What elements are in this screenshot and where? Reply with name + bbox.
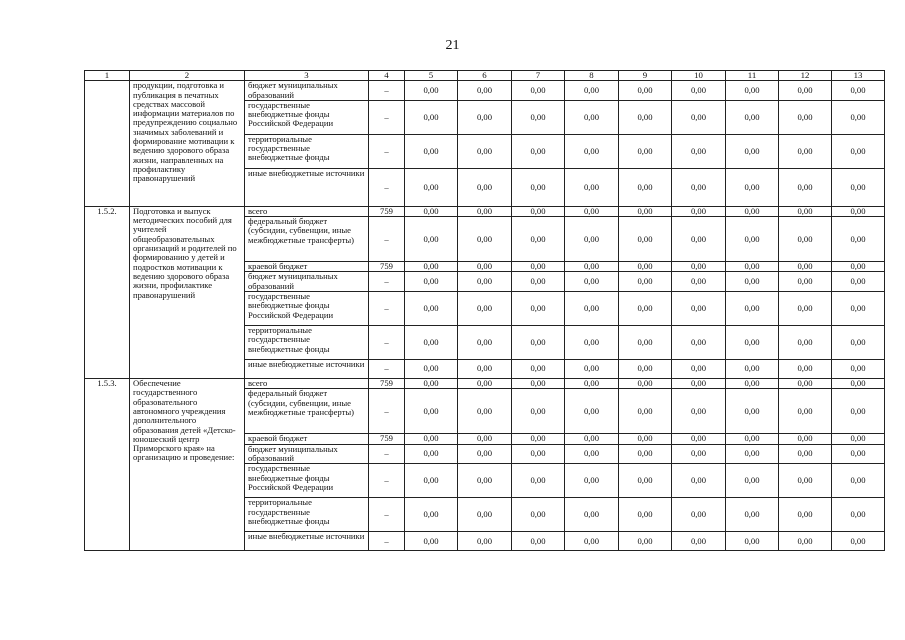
value-cell: 0,00 [726, 444, 779, 464]
value-cell: 0,00 [672, 272, 726, 292]
funding-source: территориальные государственные внебюджетные фонды [245, 326, 369, 360]
funding-source: территориальные государственные внебюджетные фонды [245, 498, 369, 532]
dash-cell: – [369, 134, 405, 168]
value-cell: 0,00 [832, 292, 885, 326]
value-cell: 0,00 [565, 326, 619, 360]
value-cell: 0,00 [779, 498, 832, 532]
value-cell: 0,00 [458, 464, 512, 498]
value-cell: 0,00 [726, 81, 779, 101]
budget-table [84, 70, 885, 551]
column-header: 3 [245, 71, 369, 81]
value-cell: 0,00 [672, 379, 726, 389]
dash-cell: – [369, 326, 405, 360]
value-cell: 0,00 [565, 100, 619, 134]
dash-cell: – [369, 81, 405, 101]
table-row [85, 81, 885, 101]
value-cell: 0,00 [458, 389, 512, 434]
value-cell: 0,00 [779, 81, 832, 101]
funding-source: бюджет муниципальных образований [245, 444, 369, 464]
value-cell: 0,00 [726, 134, 779, 168]
value-cell: 0,00 [832, 444, 885, 464]
value-cell: 0,00 [832, 326, 885, 360]
value-cell: 0,00 [619, 134, 672, 168]
value-cell: 0,00 [565, 389, 619, 434]
value-cell: 0,00 [779, 389, 832, 434]
funding-source: всего [245, 206, 369, 216]
value-cell: 0,00 [458, 272, 512, 292]
value-cell: 0,00 [726, 434, 779, 444]
value-cell: 0,00 [832, 498, 885, 532]
funding-source: государственные внебюджетные фонды Российской Федерации [245, 464, 369, 498]
value-cell: 0,00 [512, 379, 565, 389]
value-cell: 0,00 [512, 326, 565, 360]
value-cell: 0,00 [619, 272, 672, 292]
value-cell: 0,00 [726, 168, 779, 206]
item-name: продукции, подготовка и публикация в печатных средствах массовой информации материалов по предупреждению социально значимых заболеваний и формирование мотивации к ведению здорового образа жизни, направленных на профилактику правонарушений [130, 81, 245, 207]
column-header: 10 [672, 71, 726, 81]
value-cell: 0,00 [458, 532, 512, 551]
value-cell: 0,00 [672, 168, 726, 206]
value-cell: 0,00 [672, 326, 726, 360]
table-row [85, 206, 885, 216]
value-cell: 0,00 [565, 262, 619, 272]
value-cell: 0,00 [458, 134, 512, 168]
value-cell: 0,00 [779, 168, 832, 206]
dash-cell: – [369, 217, 405, 262]
funding-source: иные внебюджетные источники [245, 532, 369, 551]
value-cell: 0,00 [832, 206, 885, 216]
value-cell: 0,00 [512, 532, 565, 551]
value-cell: 0,00 [672, 464, 726, 498]
table-row [85, 379, 885, 389]
value-cell: 0,00 [779, 262, 832, 272]
column-header: 1 [85, 71, 130, 81]
funding-source: государственные внебюджетные фонды Российской Федерации [245, 292, 369, 326]
value-cell: 0,00 [405, 217, 458, 262]
value-cell: 0,00 [619, 262, 672, 272]
column-header: 11 [726, 71, 779, 81]
column-header: 12 [779, 71, 832, 81]
value-cell: 0,00 [779, 217, 832, 262]
value-cell: 0,00 [458, 498, 512, 532]
value-cell: 0,00 [565, 81, 619, 101]
value-cell: 0,00 [565, 434, 619, 444]
value-cell: 0,00 [726, 272, 779, 292]
value-cell: 0,00 [565, 464, 619, 498]
value-cell: 0,00 [672, 206, 726, 216]
funding-source: иные внебюджетные источники [245, 360, 369, 379]
funding-source: краевой бюджет [245, 434, 369, 444]
value-cell: 0,00 [619, 206, 672, 216]
dash-cell: – [369, 532, 405, 551]
value-cell: 0,00 [832, 272, 885, 292]
value-cell: 0,00 [726, 326, 779, 360]
value-cell: 0,00 [832, 379, 885, 389]
value-cell: 0,00 [672, 134, 726, 168]
value-cell: 0,00 [672, 81, 726, 101]
value-cell: 0,00 [726, 206, 779, 216]
item-code [85, 81, 130, 207]
value-cell: 0,00 [619, 434, 672, 444]
value-cell: 0,00 [779, 444, 832, 464]
value-cell: 0,00 [672, 292, 726, 326]
value-cell: 0,00 [458, 360, 512, 379]
funding-source: всего [245, 379, 369, 389]
value-cell: 0,00 [726, 379, 779, 389]
budget-code: 759 [369, 434, 405, 444]
value-cell: 0,00 [405, 444, 458, 464]
value-cell: 0,00 [832, 464, 885, 498]
value-cell: 0,00 [779, 326, 832, 360]
value-cell: 0,00 [565, 379, 619, 389]
funding-source: бюджет муниципальных образований [245, 81, 369, 101]
value-cell: 0,00 [458, 444, 512, 464]
value-cell: 0,00 [512, 464, 565, 498]
value-cell: 0,00 [405, 360, 458, 379]
value-cell: 0,00 [672, 498, 726, 532]
value-cell: 0,00 [512, 434, 565, 444]
value-cell: 0,00 [672, 389, 726, 434]
funding-source: государственные внебюджетные фонды Российской Федерации [245, 100, 369, 134]
value-cell: 0,00 [405, 498, 458, 532]
dash-cell: – [369, 292, 405, 326]
value-cell: 0,00 [726, 464, 779, 498]
value-cell: 0,00 [458, 379, 512, 389]
value-cell: 0,00 [619, 81, 672, 101]
value-cell: 0,00 [565, 360, 619, 379]
value-cell: 0,00 [458, 434, 512, 444]
value-cell: 0,00 [565, 134, 619, 168]
item-code: 1.5.2. [85, 206, 130, 378]
value-cell: 0,00 [458, 81, 512, 101]
funding-source: федеральный бюджет (субсидии, субвенции, иные межбюджетные трансферты) [245, 217, 369, 262]
value-cell: 0,00 [832, 217, 885, 262]
value-cell: 0,00 [832, 100, 885, 134]
value-cell: 0,00 [458, 206, 512, 216]
value-cell: 0,00 [405, 206, 458, 216]
value-cell: 0,00 [619, 326, 672, 360]
value-cell: 0,00 [405, 326, 458, 360]
column-header: 9 [619, 71, 672, 81]
value-cell: 0,00 [779, 360, 832, 379]
value-cell: 0,00 [672, 444, 726, 464]
dash-cell: – [369, 360, 405, 379]
value-cell: 0,00 [512, 262, 565, 272]
funding-source: иные внебюджетные источники [245, 168, 369, 206]
value-cell: 0,00 [405, 292, 458, 326]
value-cell: 0,00 [619, 217, 672, 262]
value-cell: 0,00 [832, 262, 885, 272]
value-cell: 0,00 [619, 360, 672, 379]
value-cell: 0,00 [619, 464, 672, 498]
budget-code: 759 [369, 262, 405, 272]
value-cell: 0,00 [779, 206, 832, 216]
dash-cell: – [369, 100, 405, 134]
funding-source: краевой бюджет [245, 262, 369, 272]
dash-cell: – [369, 444, 405, 464]
value-cell: 0,00 [405, 262, 458, 272]
column-header: 7 [512, 71, 565, 81]
value-cell: 0,00 [458, 168, 512, 206]
value-cell: 0,00 [672, 434, 726, 444]
value-cell: 0,00 [458, 326, 512, 360]
value-cell: 0,00 [726, 262, 779, 272]
value-cell: 0,00 [512, 498, 565, 532]
value-cell: 0,00 [405, 81, 458, 101]
value-cell: 0,00 [512, 292, 565, 326]
column-header: 8 [565, 71, 619, 81]
value-cell: 0,00 [512, 389, 565, 434]
value-cell: 0,00 [565, 292, 619, 326]
value-cell: 0,00 [779, 100, 832, 134]
value-cell: 0,00 [619, 389, 672, 434]
dash-cell: – [369, 498, 405, 532]
value-cell: 0,00 [726, 532, 779, 551]
value-cell: 0,00 [565, 498, 619, 532]
value-cell: 0,00 [672, 360, 726, 379]
value-cell: 0,00 [832, 168, 885, 206]
value-cell: 0,00 [458, 292, 512, 326]
value-cell: 0,00 [672, 217, 726, 262]
budget-code: 759 [369, 379, 405, 389]
dash-cell: – [369, 272, 405, 292]
value-cell: 0,00 [726, 217, 779, 262]
value-cell: 0,00 [405, 134, 458, 168]
column-header: 2 [130, 71, 245, 81]
dash-cell: – [369, 389, 405, 434]
value-cell: 0,00 [405, 379, 458, 389]
dash-cell: – [369, 464, 405, 498]
value-cell: 0,00 [779, 532, 832, 551]
budget-code: 759 [369, 206, 405, 216]
value-cell: 0,00 [565, 168, 619, 206]
value-cell: 0,00 [779, 292, 832, 326]
dash-cell: – [369, 168, 405, 206]
value-cell: 0,00 [512, 360, 565, 379]
value-cell: 0,00 [672, 262, 726, 272]
value-cell: 0,00 [512, 81, 565, 101]
value-cell: 0,00 [832, 134, 885, 168]
value-cell: 0,00 [565, 532, 619, 551]
page-number: 21 [445, 38, 460, 53]
item-name: Подготовка и выпуск методических пособий для учителей общеобразовательных организаций и родителей по формированию у детей и подростков мотивации к ведению здорового образа жизни, профилактике правонарушений [130, 206, 245, 378]
item-code: 1.5.3. [85, 379, 130, 551]
header-row [85, 71, 885, 81]
value-cell: 0,00 [405, 272, 458, 292]
value-cell: 0,00 [512, 206, 565, 216]
value-cell: 0,00 [832, 389, 885, 434]
value-cell: 0,00 [619, 498, 672, 532]
value-cell: 0,00 [405, 434, 458, 444]
value-cell: 0,00 [779, 464, 832, 498]
value-cell: 0,00 [512, 444, 565, 464]
value-cell: 0,00 [565, 206, 619, 216]
funding-source: территориальные государственные внебюджетные фонды [245, 134, 369, 168]
value-cell: 0,00 [779, 272, 832, 292]
value-cell: 0,00 [405, 532, 458, 551]
value-cell: 0,00 [512, 134, 565, 168]
value-cell: 0,00 [726, 389, 779, 434]
funding-source: бюджет муниципальных образований [245, 272, 369, 292]
value-cell: 0,00 [405, 168, 458, 206]
column-header: 6 [458, 71, 512, 81]
value-cell: 0,00 [458, 217, 512, 262]
value-cell: 0,00 [565, 444, 619, 464]
value-cell: 0,00 [672, 100, 726, 134]
value-cell: 0,00 [672, 532, 726, 551]
value-cell: 0,00 [565, 272, 619, 292]
value-cell: 0,00 [512, 217, 565, 262]
value-cell: 0,00 [458, 262, 512, 272]
value-cell: 0,00 [405, 464, 458, 498]
value-cell: 0,00 [779, 379, 832, 389]
value-cell: 0,00 [458, 100, 512, 134]
funding-source: федеральный бюджет (субсидии, субвенции, иные межбюджетные трансферты) [245, 389, 369, 434]
value-cell: 0,00 [405, 100, 458, 134]
value-cell: 0,00 [619, 292, 672, 326]
value-cell: 0,00 [619, 532, 672, 551]
value-cell: 0,00 [512, 100, 565, 134]
value-cell: 0,00 [565, 217, 619, 262]
value-cell: 0,00 [512, 272, 565, 292]
value-cell: 0,00 [726, 498, 779, 532]
value-cell: 0,00 [779, 434, 832, 444]
value-cell: 0,00 [405, 389, 458, 434]
column-header: 5 [405, 71, 458, 81]
value-cell: 0,00 [832, 532, 885, 551]
value-cell: 0,00 [726, 100, 779, 134]
column-header: 4 [369, 71, 405, 81]
value-cell: 0,00 [726, 360, 779, 379]
value-cell: 0,00 [619, 100, 672, 134]
value-cell: 0,00 [619, 168, 672, 206]
value-cell: 0,00 [619, 379, 672, 389]
value-cell: 0,00 [619, 444, 672, 464]
value-cell: 0,00 [726, 292, 779, 326]
item-name: Обеспечение государственного образовательного автономного учреждения дополнительного образования детей «Детско-юношеский центр Приморского края» на организацию и проведение: [130, 379, 245, 551]
value-cell: 0,00 [779, 134, 832, 168]
value-cell: 0,00 [832, 360, 885, 379]
value-cell: 0,00 [512, 168, 565, 206]
column-header: 13 [832, 71, 885, 81]
value-cell: 0,00 [832, 434, 885, 444]
value-cell: 0,00 [832, 81, 885, 101]
